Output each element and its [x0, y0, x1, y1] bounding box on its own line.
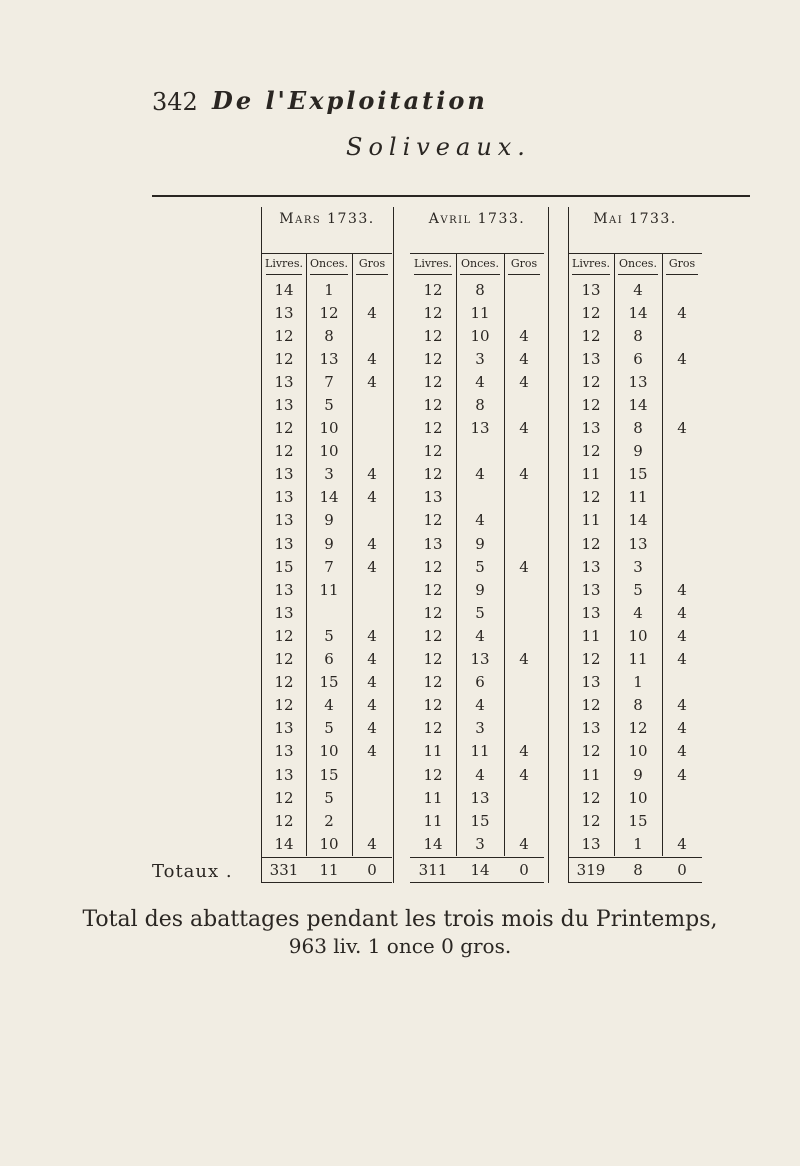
- table-row: [410, 601, 544, 624]
- gros-cell: 4: [677, 303, 687, 322]
- onces-cell: 9: [475, 534, 485, 553]
- onces-cell: 14: [628, 303, 648, 322]
- gros-cell: 4: [519, 326, 529, 345]
- table-row: [410, 463, 544, 486]
- livres-cell: 12: [581, 696, 601, 715]
- table-row: [262, 532, 392, 555]
- onces-cell: 12: [628, 719, 648, 738]
- gros-cell: 4: [367, 626, 377, 645]
- table-row: [262, 763, 392, 786]
- table-row: [568, 717, 702, 740]
- table-row: [410, 370, 544, 393]
- livres-cell: 11: [423, 811, 443, 830]
- livres-cell: 12: [423, 719, 443, 738]
- table-row: [262, 832, 392, 855]
- table-row: [262, 301, 392, 324]
- onces-cell: 4: [475, 511, 485, 530]
- onces-cell: 13: [470, 788, 490, 807]
- onces-cell: 14: [319, 488, 339, 507]
- column-header: Livres.: [414, 256, 452, 270]
- livres-cell: 13: [274, 303, 294, 322]
- livres-cell: 12: [581, 326, 601, 345]
- gros-cell: 4: [677, 580, 687, 599]
- livres-cell: 12: [581, 303, 601, 322]
- livres-cell: 12: [423, 765, 443, 784]
- livres-cell: 12: [581, 788, 601, 807]
- table-row: [410, 578, 544, 601]
- column-header: Onces.: [461, 256, 499, 270]
- livres-cell: 13: [274, 488, 294, 507]
- table-row: [568, 301, 702, 324]
- onces-cell: 5: [633, 580, 643, 599]
- gros-cell: 4: [677, 765, 687, 784]
- table-row: [568, 648, 702, 671]
- table-row: [262, 809, 392, 832]
- table-row: [410, 786, 544, 809]
- table-row: [568, 694, 702, 717]
- table-row: [262, 601, 392, 624]
- livres-cell: 12: [423, 349, 443, 368]
- table-row: [568, 555, 702, 578]
- gros-cell: 4: [367, 372, 377, 391]
- table-row: [262, 555, 392, 578]
- livres-cell: 12: [581, 650, 601, 669]
- table-row: [568, 832, 702, 855]
- table-row: [410, 694, 544, 717]
- gros-cell: 4: [519, 650, 529, 669]
- gros-cell: 4: [519, 742, 529, 761]
- table-row: [568, 463, 702, 486]
- livres-cell: 12: [581, 372, 601, 391]
- table-row: [568, 509, 702, 532]
- livres-cell: 13: [274, 511, 294, 530]
- gros-cell: 4: [367, 349, 377, 368]
- gros-cell: 4: [367, 650, 377, 669]
- livres-cell: 12: [423, 511, 443, 530]
- summary-line-1: Total des abattages pendant les trois mois du Printemps,: [82, 907, 718, 932]
- total-gros-cell: 0: [677, 861, 687, 880]
- onces-cell: 4: [324, 696, 334, 715]
- livres-cell: 11: [581, 626, 601, 645]
- table-row: [568, 278, 702, 301]
- onces-cell: 10: [319, 742, 339, 761]
- table-row: [410, 809, 544, 832]
- table-row: [410, 624, 544, 647]
- table-row: [410, 509, 544, 532]
- table-row: [568, 601, 702, 624]
- summary-line-2: 963 liv. 1 once 0 gros.: [288, 934, 512, 958]
- table-row: [568, 347, 702, 370]
- gros-cell: 4: [677, 742, 687, 761]
- livres-cell: 13: [274, 765, 294, 784]
- livres-cell: 13: [274, 396, 294, 415]
- month-title: Mai 1733.: [593, 211, 677, 227]
- onces-cell: 11: [470, 303, 490, 322]
- onces-cell: 6: [475, 673, 485, 692]
- onces-cell: 15: [319, 673, 339, 692]
- gros-cell: 4: [367, 834, 377, 853]
- month-block-avril: [410, 211, 544, 883]
- onces-cell: 11: [628, 488, 648, 507]
- table-row: [410, 324, 544, 347]
- table-row: [262, 463, 392, 486]
- onces-cell: 8: [633, 419, 643, 438]
- livres-cell: 12: [423, 650, 443, 669]
- onces-cell: 5: [324, 396, 334, 415]
- livres-cell: 13: [581, 719, 601, 738]
- livres-cell: 14: [274, 280, 294, 299]
- onces-cell: 10: [628, 626, 648, 645]
- gros-cell: 4: [367, 742, 377, 761]
- table-row: [262, 624, 392, 647]
- table-row: [262, 786, 392, 809]
- livres-cell: 14: [274, 834, 294, 853]
- gros-cell: 4: [519, 465, 529, 484]
- onces-cell: 10: [470, 326, 490, 345]
- livres-cell: 14: [423, 834, 443, 853]
- livres-cell: 13: [423, 488, 443, 507]
- livres-cell: 12: [274, 811, 294, 830]
- month-title: Avril 1733.: [428, 211, 526, 227]
- gros-cell: 4: [677, 349, 687, 368]
- column-header: Livres.: [572, 256, 610, 270]
- onces-cell: 8: [324, 326, 334, 345]
- gros-cell: 4: [367, 534, 377, 553]
- table-row: [410, 671, 544, 694]
- onces-cell: 5: [475, 557, 485, 576]
- table-row: [410, 717, 544, 740]
- onces-cell: 9: [633, 442, 643, 461]
- table-row: [410, 740, 544, 763]
- livres-cell: 11: [423, 742, 443, 761]
- onces-cell: 10: [319, 834, 339, 853]
- table-row: [568, 417, 702, 440]
- table-row: [262, 347, 392, 370]
- gros-cell: 4: [367, 719, 377, 738]
- livres-cell: 13: [274, 603, 294, 622]
- livres-cell: 12: [581, 396, 601, 415]
- onces-cell: 11: [470, 742, 490, 761]
- table-row: [410, 763, 544, 786]
- onces-cell: 9: [475, 580, 485, 599]
- onces-cell: 7: [324, 557, 334, 576]
- table-row: [568, 393, 702, 416]
- livres-cell: 12: [423, 303, 443, 322]
- livres-cell: 12: [274, 349, 294, 368]
- table-row: [568, 671, 702, 694]
- table-row: [568, 786, 702, 809]
- livres-cell: 12: [274, 650, 294, 669]
- gros-cell: 4: [677, 650, 687, 669]
- onces-cell: 3: [633, 557, 643, 576]
- gros-cell: 4: [519, 834, 529, 853]
- livres-cell: 15: [274, 557, 294, 576]
- livres-cell: 13: [581, 557, 601, 576]
- livres-cell: 12: [423, 396, 443, 415]
- onces-cell: 10: [319, 419, 339, 438]
- livres-cell: 13: [581, 603, 601, 622]
- onces-cell: 4: [475, 465, 485, 484]
- page-number: 342: [152, 88, 198, 116]
- gros-cell: 4: [677, 626, 687, 645]
- total-livres-cell: 319: [576, 861, 606, 880]
- table-row: [410, 278, 544, 301]
- livres-cell: 13: [274, 580, 294, 599]
- onces-cell: 15: [628, 811, 648, 830]
- table-row: [262, 578, 392, 601]
- livres-cell: 12: [274, 442, 294, 461]
- onces-cell: 3: [475, 349, 485, 368]
- livres-cell: 13: [423, 534, 443, 553]
- onces-cell: 6: [324, 650, 334, 669]
- table-row: [262, 486, 392, 509]
- livres-cell: 13: [274, 534, 294, 553]
- table-row: [262, 671, 392, 694]
- livres-cell: 12: [274, 326, 294, 345]
- livres-cell: 12: [423, 626, 443, 645]
- column-header-row: [262, 254, 392, 272]
- onces-cell: 4: [633, 603, 643, 622]
- total-gros-cell: 0: [519, 861, 529, 880]
- gros-cell: 4: [519, 349, 529, 368]
- total-livres-cell: 311: [418, 861, 448, 880]
- livres-cell: 12: [423, 557, 443, 576]
- gros-cell: 4: [519, 765, 529, 784]
- table-row: [410, 347, 544, 370]
- onces-cell: 15: [470, 811, 490, 830]
- onces-cell: 15: [319, 765, 339, 784]
- onces-cell: 12: [319, 303, 339, 322]
- livres-cell: 11: [581, 765, 601, 784]
- table-row: [262, 370, 392, 393]
- gros-cell: 4: [677, 834, 687, 853]
- onces-cell: 9: [324, 534, 334, 553]
- gros-cell: 4: [519, 372, 529, 391]
- onces-cell: 3: [475, 719, 485, 738]
- gros-cell: 4: [367, 696, 377, 715]
- onces-cell: 8: [633, 696, 643, 715]
- onces-cell: 2: [324, 811, 334, 830]
- column-header: Gros: [510, 256, 538, 270]
- livres-cell: 12: [274, 696, 294, 715]
- totals-label: Totaux .: [152, 861, 233, 882]
- onces-cell: 8: [475, 396, 485, 415]
- onces-cell: 5: [324, 788, 334, 807]
- month-block-mai: [568, 211, 702, 883]
- gros-cell: 4: [677, 696, 687, 715]
- table-row: [568, 486, 702, 509]
- onces-cell: 8: [475, 280, 485, 299]
- onces-cell: 10: [319, 442, 339, 461]
- onces-cell: 14: [628, 511, 648, 530]
- gros-cell: 4: [367, 303, 377, 322]
- gros-cell: 4: [677, 603, 687, 622]
- table-row: [568, 324, 702, 347]
- table-row: [410, 648, 544, 671]
- column-divider: [393, 207, 394, 883]
- livres-cell: 12: [581, 534, 601, 553]
- table-row: [262, 648, 392, 671]
- table-row: [410, 832, 544, 855]
- livres-cell: 13: [581, 280, 601, 299]
- onces-cell: 5: [324, 626, 334, 645]
- gros-cell: 4: [677, 719, 687, 738]
- table-row: [568, 740, 702, 763]
- livres-cell: 12: [274, 673, 294, 692]
- table-row: [568, 440, 702, 463]
- livres-cell: 11: [581, 511, 601, 530]
- onces-cell: 4: [633, 280, 643, 299]
- onces-cell: 9: [633, 765, 643, 784]
- livres-cell: 12: [274, 788, 294, 807]
- month-title: Mars 1733.: [279, 211, 375, 227]
- livres-cell: 12: [581, 811, 601, 830]
- livres-cell: 13: [274, 372, 294, 391]
- table-row: [568, 624, 702, 647]
- table-row: [262, 324, 392, 347]
- livres-cell: 12: [423, 603, 443, 622]
- column-header: Onces.: [619, 256, 657, 270]
- column-header-row: [568, 254, 702, 272]
- section-title: Soliveaux.: [346, 133, 531, 161]
- livres-cell: 12: [423, 696, 443, 715]
- table-row: [262, 278, 392, 301]
- onces-cell: 14: [628, 396, 648, 415]
- livres-cell: 13: [581, 580, 601, 599]
- livres-cell: 11: [423, 788, 443, 807]
- gros-cell: 4: [677, 419, 687, 438]
- onces-cell: 3: [324, 465, 334, 484]
- livres-cell: 12: [423, 372, 443, 391]
- onces-cell: 4: [475, 696, 485, 715]
- gros-cell: 4: [367, 673, 377, 692]
- livres-cell: 12: [581, 442, 601, 461]
- table-row: [410, 486, 544, 509]
- column-header: Onces.: [310, 256, 348, 270]
- onces-cell: 3: [475, 834, 485, 853]
- onces-cell: 11: [319, 580, 339, 599]
- onces-cell: 8: [633, 326, 643, 345]
- table-row: [262, 417, 392, 440]
- onces-cell: 6: [633, 349, 643, 368]
- onces-cell: 5: [475, 603, 485, 622]
- onces-cell: 13: [628, 372, 648, 391]
- table-row: [410, 301, 544, 324]
- onces-cell: 1: [324, 280, 334, 299]
- livres-cell: 12: [423, 673, 443, 692]
- total-row: [262, 858, 392, 882]
- livres-cell: 13: [581, 349, 601, 368]
- livres-cell: 12: [423, 465, 443, 484]
- livres-cell: 12: [423, 580, 443, 599]
- gros-cell: 4: [367, 488, 377, 507]
- column-divider: [548, 207, 549, 883]
- onces-cell: 7: [324, 372, 334, 391]
- livres-cell: 12: [274, 626, 294, 645]
- table-row: [262, 509, 392, 532]
- onces-cell: 13: [628, 534, 648, 553]
- onces-cell: 5: [324, 719, 334, 738]
- running-head: De l'Exploitation: [212, 86, 488, 115]
- livres-cell: 13: [274, 742, 294, 761]
- table-row: [410, 393, 544, 416]
- onces-cell: 1: [633, 834, 643, 853]
- table-row: [410, 555, 544, 578]
- table-row: [568, 370, 702, 393]
- total-gros-cell: 0: [367, 861, 377, 880]
- livres-cell: 13: [274, 465, 294, 484]
- table-row: [568, 532, 702, 555]
- livres-cell: 12: [581, 742, 601, 761]
- livres-cell: 11: [581, 465, 601, 484]
- table-row: [410, 532, 544, 555]
- gros-cell: 4: [367, 465, 377, 484]
- table-row: [262, 717, 392, 740]
- total-row: [568, 858, 702, 882]
- total-livres-cell: 331: [269, 861, 299, 880]
- table-row: [568, 809, 702, 832]
- onces-cell: 13: [470, 650, 490, 669]
- table-row: [410, 417, 544, 440]
- onces-cell: 15: [628, 465, 648, 484]
- table-row: [410, 440, 544, 463]
- gros-cell: 4: [367, 557, 377, 576]
- table-row: [262, 440, 392, 463]
- column-header: Livres.: [265, 256, 303, 270]
- gros-cell: 4: [519, 557, 529, 576]
- table-row: [262, 393, 392, 416]
- table-row: [262, 740, 392, 763]
- top-rule: [152, 195, 750, 197]
- livres-cell: 12: [274, 419, 294, 438]
- column-header: Gros: [668, 256, 696, 270]
- livres-cell: 12: [581, 488, 601, 507]
- livres-cell: 13: [581, 419, 601, 438]
- onces-cell: 4: [475, 765, 485, 784]
- livres-cell: 12: [423, 442, 443, 461]
- onces-cell: 11: [628, 650, 648, 669]
- onces-cell: 10: [628, 788, 648, 807]
- livres-cell: 13: [274, 719, 294, 738]
- onces-cell: 4: [475, 372, 485, 391]
- total-onces-cell: 8: [633, 861, 643, 880]
- onces-cell: 9: [324, 511, 334, 530]
- table-row: [262, 694, 392, 717]
- onces-cell: 1: [633, 673, 643, 692]
- column-header-row: [410, 254, 544, 272]
- livres-cell: 12: [423, 280, 443, 299]
- total-onces-cell: 11: [319, 861, 339, 880]
- table-row: [568, 763, 702, 786]
- column-header: Gros: [358, 256, 386, 270]
- gros-cell: 4: [519, 419, 529, 438]
- livres-cell: 12: [423, 326, 443, 345]
- onces-cell: 4: [475, 626, 485, 645]
- onces-cell: 13: [319, 349, 339, 368]
- onces-cell: 13: [470, 419, 490, 438]
- total-onces-cell: 14: [470, 861, 490, 880]
- livres-cell: 12: [423, 419, 443, 438]
- livres-cell: 13: [581, 673, 601, 692]
- month-block-mars: [262, 211, 392, 883]
- table-row: [568, 578, 702, 601]
- livres-cell: 13: [581, 834, 601, 853]
- total-row: [410, 858, 544, 882]
- onces-cell: 10: [628, 742, 648, 761]
